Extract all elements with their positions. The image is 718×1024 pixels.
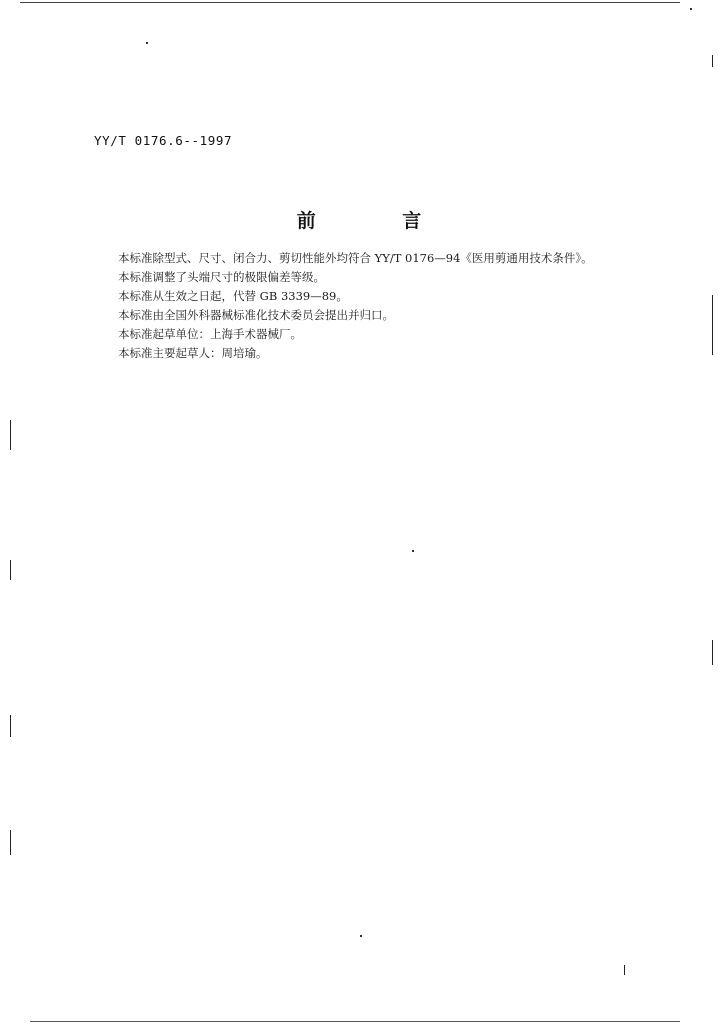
preface-paragraph: 本标准起草单位：上海手术器械厂。 [118,327,302,341]
preface-paragraph: 本标准从生效之日起，代替 GB 3339—89。 [118,289,348,303]
scan-edge-left [10,420,11,450]
scan-speck [146,42,148,44]
preface-paragraph: 本标准由全国外科器械标准化技术委员会提出并归口。 [118,308,394,322]
preface-paragraph: 本标准除型式、尺寸、闭合力、剪切性能外均符合 YY/T 0176—94《医用剪通用技术条件》。 [118,251,593,265]
scan-edge-right [712,295,713,355]
scan-edge-left [10,715,11,737]
scan-edge-left [10,560,11,580]
scan-speck [360,935,362,937]
scan-edge-right [624,965,625,975]
scan-speck [412,550,414,552]
standard-code: YY/T 0176.6--1997 [94,133,233,148]
scan-edge-top [20,2,680,3]
scan-edge-bottom [30,1021,680,1022]
scan-edge-right [712,640,713,665]
preface-paragraph: 本标准主要起草人：周培瑜。 [118,346,268,360]
scan-edge-right [712,55,713,67]
preface-paragraph: 本标准调整了头端尺寸的极限偏差等级。 [118,270,325,284]
scan-edge-left [10,830,11,855]
page-title: 前 言 [296,210,462,232]
preface-body [118,249,638,363]
scan-speck [690,8,692,10]
